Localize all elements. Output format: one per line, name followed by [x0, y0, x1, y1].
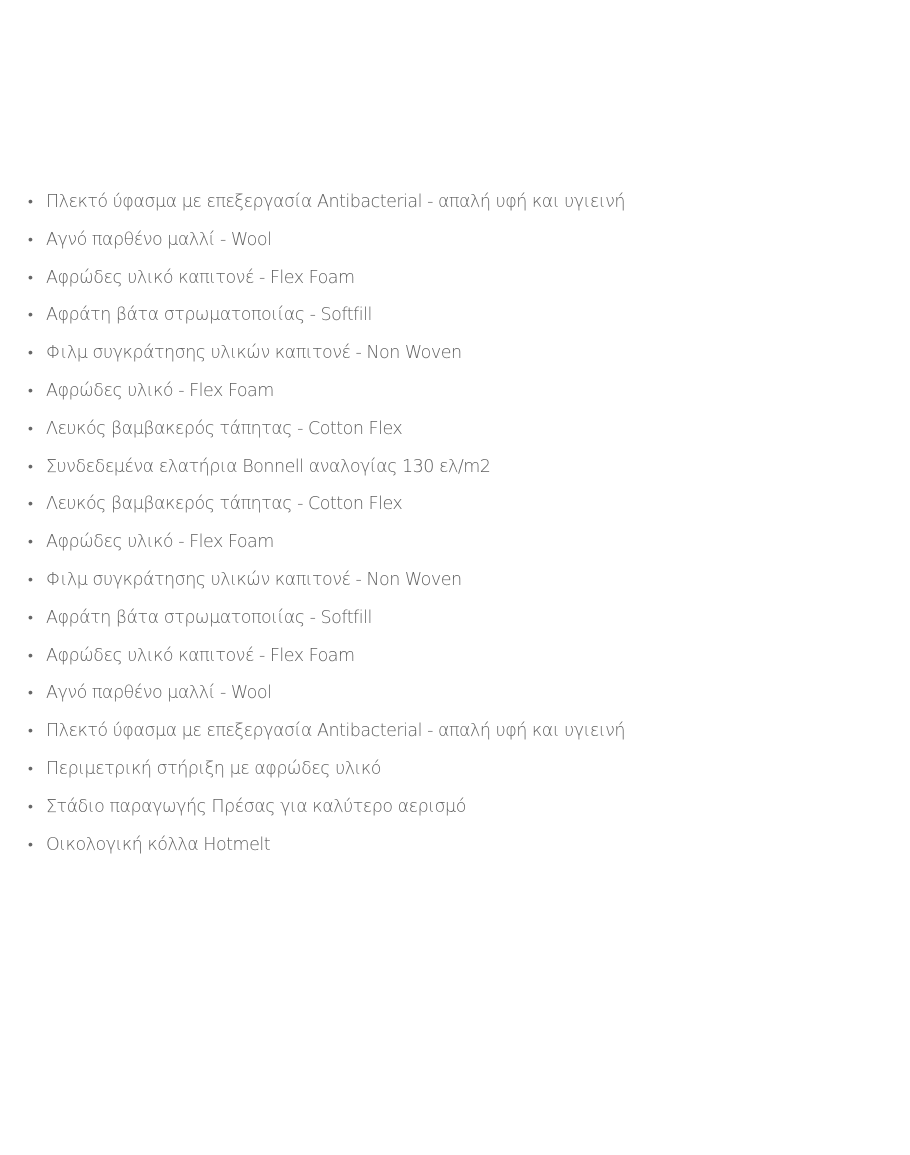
list-item — [22, 335, 882, 373]
bullet-icon: • — [28, 382, 33, 399]
list-item — [22, 713, 882, 751]
list-item — [22, 600, 882, 638]
bullet-icon: • — [28, 269, 33, 286]
list-item-label: Πλεκτό ύφασμα με επεξεργασία Antibacterial - απαλή υφή και υγιεινή — [46, 721, 626, 742]
bullet-icon: • — [28, 647, 33, 664]
bullet-icon: • — [28, 609, 33, 626]
list-item — [22, 222, 882, 260]
list-item — [22, 827, 882, 865]
list-item — [22, 486, 882, 524]
list-item-label: Πλεκτό ύφασμα με επεξεργασία Antibacterial - απαλή υφή και υγιεινή — [46, 192, 626, 212]
list-item — [22, 260, 882, 298]
list-item-label: Αφράτη βάτα στρωματοποιίας - Softfill — [46, 305, 372, 326]
materials-list — [22, 184, 882, 864]
list-item — [22, 297, 882, 335]
list-item — [22, 751, 882, 789]
list-item-label: Συνδεδεμένα ελατήρια Bonnell αναλογίας 130 ελ/m2 — [46, 456, 491, 477]
bullet-icon: • — [28, 307, 33, 324]
bullet-icon: • — [28, 496, 33, 513]
bullet-icon: • — [28, 571, 33, 588]
list-item-label: Αγνό παρθένο μαλλί - Wool — [46, 229, 272, 250]
bullet-icon: • — [28, 836, 33, 853]
list-item — [22, 675, 882, 713]
bullet-icon: • — [28, 458, 33, 475]
bullet-icon: • — [28, 420, 33, 437]
list-item-label: Αφρώδες υλικό καπιτονέ - Flex Foam — [46, 645, 355, 666]
list-item-label: Αφράτη βάτα στρωματοποιίας - Softfill — [46, 607, 372, 628]
bullet-icon: • — [28, 760, 33, 777]
list-item — [22, 184, 882, 222]
bullet-icon: • — [28, 798, 33, 815]
bullet-icon: • — [28, 345, 33, 362]
list-item — [22, 789, 882, 827]
list-item — [22, 449, 882, 487]
list-item — [22, 638, 882, 676]
list-item-label: Αγνό παρθένο μαλλί - Wool — [46, 683, 272, 704]
list-item-label: Λευκός βαμβακερός τάπητας - Cotton Flex — [46, 418, 403, 439]
bullet-icon: • — [28, 231, 33, 248]
list-item-label: Οικολογική κόλλα Hotmelt — [46, 834, 271, 855]
bullet-icon: • — [28, 685, 33, 702]
list-item — [22, 524, 882, 562]
list-item — [22, 373, 882, 411]
bullet-icon: • — [28, 534, 33, 551]
list-item — [22, 411, 882, 449]
bullet-icon: • — [28, 194, 33, 210]
list-item-label: Λευκός βαμβακερός τάπητας - Cotton Flex — [46, 494, 403, 515]
list-item-label: Αφρώδες υλικό - Flex Foam — [46, 532, 274, 553]
list-item-label: Αφρώδες υλικό καπιτονέ - Flex Foam — [46, 267, 355, 288]
list-item-label: Φιλμ συγκράτησης υλικών καπιτονέ - Non Woven — [46, 343, 462, 364]
bullet-icon: • — [28, 723, 33, 740]
list-item — [22, 562, 882, 600]
list-item-label: Αφρώδες υλικό - Flex Foam — [46, 380, 274, 401]
list-item-label: Φιλμ συγκράτησης υλικών καπιτονέ - Non Woven — [46, 569, 462, 590]
list-item-label: Στάδιο παραγωγής Πρέσας για καλύτερο αερισμό — [46, 796, 466, 817]
list-item-label: Περιμετρική στήριξη με αφρώδες υλικό — [46, 758, 381, 779]
